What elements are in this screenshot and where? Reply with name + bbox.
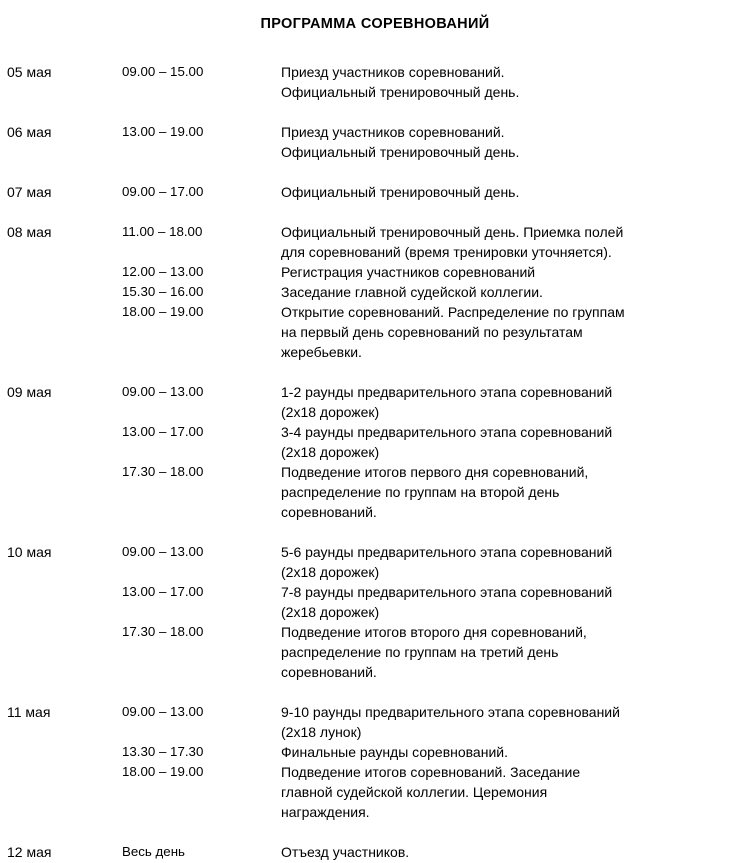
schedule-description-line: Подведение итогов соревнований. Заседание bbox=[281, 764, 581, 780]
schedule-description-line: 9-10 раунды предварительного этапа соревнований bbox=[281, 704, 620, 720]
schedule-description-line: распределение по группам на третий день bbox=[281, 644, 559, 660]
schedule-description-line: 5-6 раунды предварительного этапа соревнований bbox=[281, 544, 613, 560]
schedule-row bbox=[0, 262, 750, 282]
schedule-description bbox=[0, 282, 750, 302]
schedule-row bbox=[0, 122, 750, 162]
schedule-time: 17.30 – 18.00 bbox=[122, 464, 204, 479]
schedule-description bbox=[0, 582, 750, 622]
schedule-description-line: распределение по группам на второй день bbox=[281, 484, 560, 500]
schedule-time: 11.00 – 18.00 bbox=[122, 224, 203, 239]
schedule-date: 06 мая bbox=[7, 124, 52, 140]
schedule-description-line: соревнований. bbox=[281, 664, 377, 680]
schedule-description-line: для соревнований (время тренировки уточняется). bbox=[281, 244, 612, 260]
schedule-description-line: 3-4 раунды предварительного этапа соревнований bbox=[281, 424, 613, 440]
schedule-description-line: 7-8 раунды предварительного этапа соревнований bbox=[281, 584, 613, 600]
schedule-day-block bbox=[0, 542, 750, 682]
schedule-date: 11 мая bbox=[7, 704, 51, 720]
schedule-row bbox=[0, 702, 750, 742]
schedule-row bbox=[0, 182, 750, 202]
schedule-date: 09 мая bbox=[7, 384, 52, 400]
schedule-time: 09.00 – 17.00 bbox=[122, 184, 204, 199]
schedule-row bbox=[0, 542, 750, 582]
schedule-description bbox=[0, 422, 750, 462]
schedule-description bbox=[0, 302, 750, 362]
page-title: ПРОГРАММА СОРЕВНОВАНИЙ bbox=[260, 15, 490, 32]
schedule-description-line: жеребьевки. bbox=[281, 344, 362, 360]
schedule-day-block bbox=[0, 62, 750, 102]
schedule-description-line: Заседание главной судейской коллегии. bbox=[281, 284, 543, 300]
schedule-description-line: Регистрация участников соревнований bbox=[281, 264, 536, 280]
schedule-description-line: (2х18 дорожек) bbox=[281, 444, 380, 460]
schedule-description-line: Официальный тренировочный день. Приемка полей bbox=[281, 224, 624, 240]
schedule-description bbox=[0, 762, 750, 822]
schedule-row bbox=[0, 422, 750, 462]
schedule-description-line: Финальные раунды соревнований. bbox=[281, 744, 508, 760]
schedule-description bbox=[0, 462, 750, 522]
schedule-description-line: (2х18 дорожек) bbox=[281, 404, 380, 420]
schedule-description bbox=[0, 742, 750, 762]
schedule-date: 07 мая bbox=[7, 184, 52, 200]
schedule-day-block bbox=[0, 842, 750, 862]
schedule-description-line: (2х18 дорожек) bbox=[281, 564, 380, 580]
schedule-date: 08 мая bbox=[7, 224, 52, 240]
schedule-row bbox=[0, 762, 750, 822]
schedule-day-block bbox=[0, 222, 750, 362]
schedule-date: 10 мая bbox=[7, 544, 52, 560]
schedule-time: 18.00 – 19.00 bbox=[122, 304, 204, 319]
schedule-row bbox=[0, 62, 750, 102]
schedule-time: 13.00 – 17.00 bbox=[122, 584, 204, 599]
schedule-description-line: Отъезд участников. bbox=[281, 844, 410, 860]
schedule-row bbox=[0, 222, 750, 262]
schedule-description-line: Официальный тренировочный день. bbox=[281, 144, 520, 160]
schedule-row bbox=[0, 382, 750, 422]
schedule-row bbox=[0, 282, 750, 302]
schedule-description-line: (2х18 дорожек) bbox=[281, 604, 380, 620]
schedule-description bbox=[0, 622, 750, 682]
schedule-description-line: соревнований. bbox=[281, 504, 377, 520]
schedule-time: 12.00 – 13.00 bbox=[122, 264, 204, 279]
schedule-description-line: Подведение итогов второго дня соревнований, bbox=[281, 624, 587, 640]
schedule-day-block bbox=[0, 122, 750, 162]
schedule-time: 09.00 – 13.00 bbox=[122, 704, 204, 719]
schedule-description-line: награждения. bbox=[281, 804, 370, 820]
schedule-description-line: (2х18 лунок) bbox=[281, 724, 362, 740]
schedule-row bbox=[0, 622, 750, 682]
schedule-description bbox=[0, 262, 750, 282]
schedule-description-line: главной судейской коллегии. Церемония bbox=[281, 784, 548, 800]
schedule-row bbox=[0, 842, 750, 862]
schedule-time: 13.00 – 19.00 bbox=[122, 124, 204, 139]
schedule-day-block bbox=[0, 182, 750, 202]
schedule-description-line: Приезд участников соревнований. bbox=[281, 64, 505, 80]
schedule-description-line: Официальный тренировочный день. bbox=[281, 184, 520, 200]
schedule-time: Весь день bbox=[122, 844, 185, 859]
schedule-date: 12 мая bbox=[7, 844, 52, 860]
schedule-time: 09.00 – 13.00 bbox=[122, 544, 204, 559]
schedule-row bbox=[0, 302, 750, 362]
schedule-date: 05 мая bbox=[7, 64, 52, 80]
schedule-time: 17.30 – 18.00 bbox=[122, 624, 204, 639]
schedule-time: 13.30 – 17.30 bbox=[122, 744, 204, 759]
schedule-time: 09.00 – 13.00 bbox=[122, 384, 204, 399]
schedule-description-line: Приезд участников соревнований. bbox=[281, 124, 505, 140]
schedule-description-line: Подведение итогов первого дня соревнований, bbox=[281, 464, 589, 480]
schedule-time: 13.00 – 17.00 bbox=[122, 424, 204, 439]
schedule-row bbox=[0, 462, 750, 522]
schedule-table bbox=[0, 62, 750, 862]
schedule-description-line: Официальный тренировочный день. bbox=[281, 84, 520, 100]
schedule-time: 09.00 – 15.00 bbox=[122, 64, 204, 79]
schedule-time: 15.30 – 16.00 bbox=[122, 284, 204, 299]
schedule-description-line: Открытие соревнований. Распределение по группам bbox=[281, 304, 625, 320]
schedule-day-block bbox=[0, 702, 750, 822]
schedule-row bbox=[0, 742, 750, 762]
schedule-day-block bbox=[0, 382, 750, 522]
schedule-row bbox=[0, 582, 750, 622]
schedule-time: 18.00 – 19.00 bbox=[122, 764, 204, 779]
schedule-description-line: на первый день соревнований по результатам bbox=[281, 324, 583, 340]
schedule-description-line: 1-2 раунды предварительного этапа соревнований bbox=[281, 384, 613, 400]
